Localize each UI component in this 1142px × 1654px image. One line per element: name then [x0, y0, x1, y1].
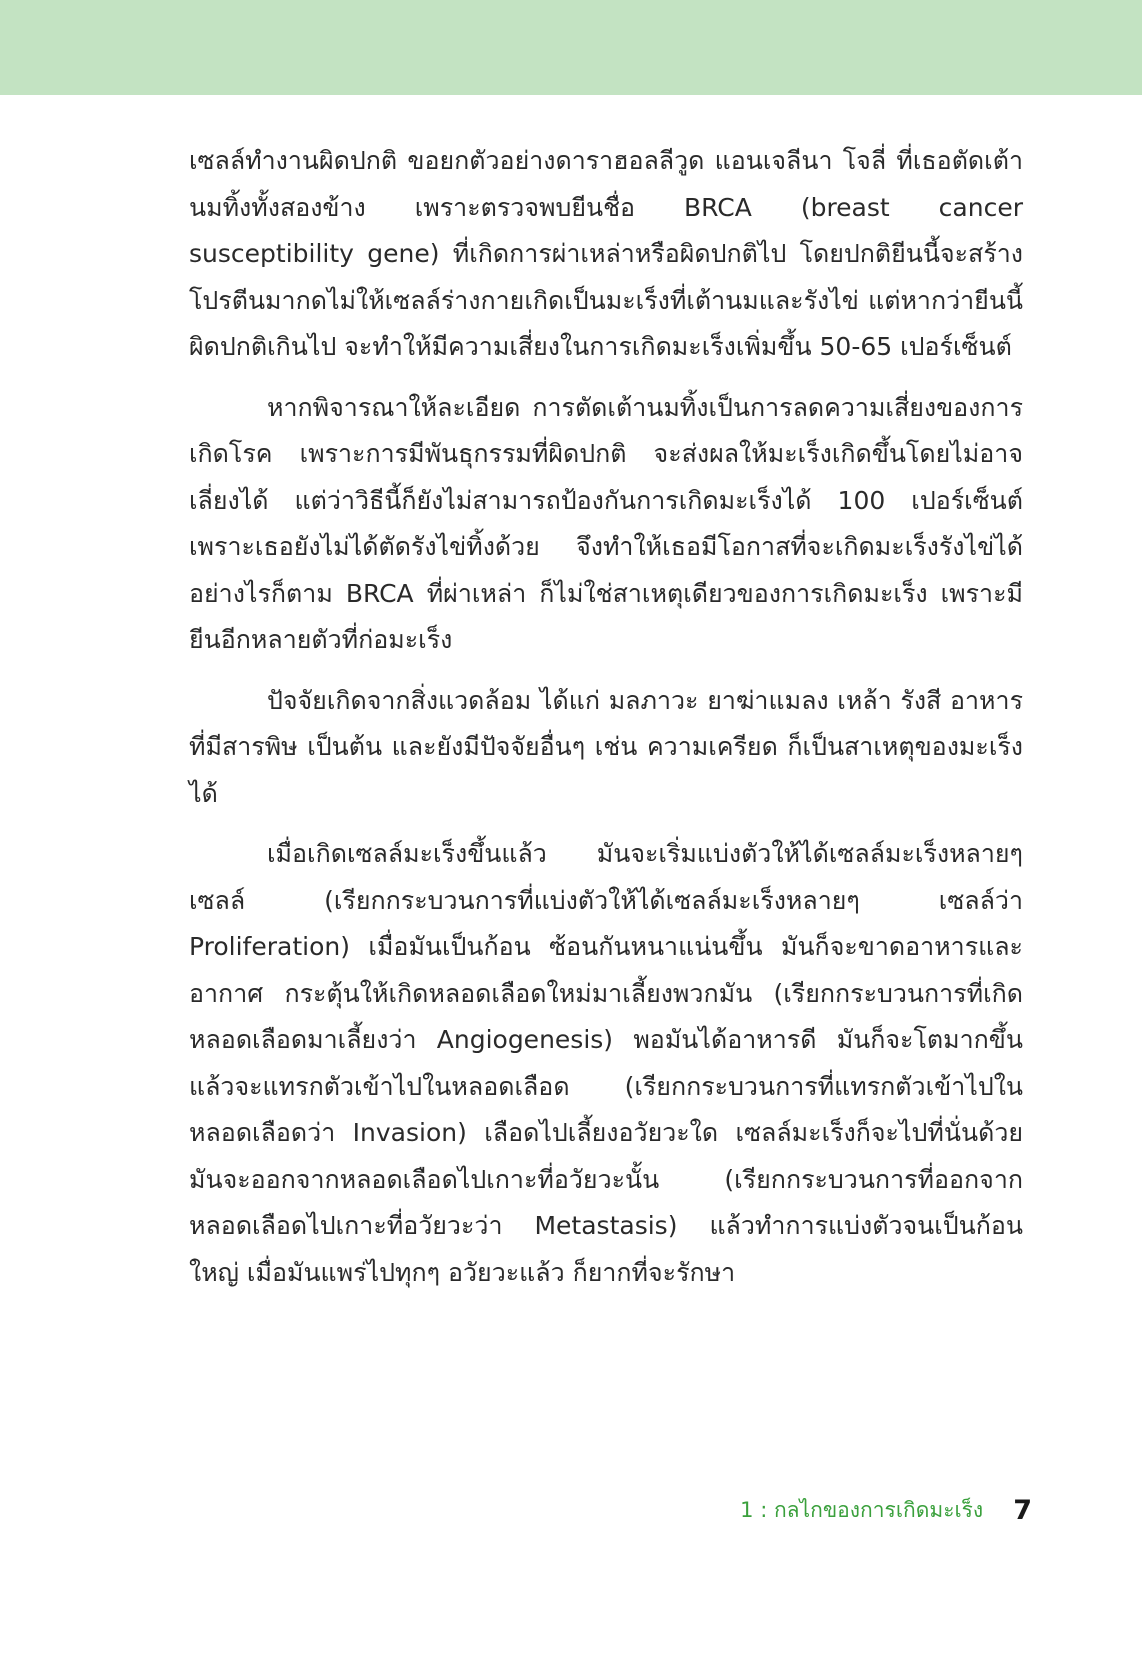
page-footer	[700, 1490, 1032, 1530]
chapter-label: 1 : กลไกของการเกิดมะเร็ง	[740, 1497, 984, 1522]
paragraph-4: เมื่อเกิดเซลล์มะเร็งขึ้นแล้ว มันจะเริ่มแบ่งตัวให้ได้เซลล์มะเร็งหลายๆ เซลล์ (เรียกกระบวนการที่แบ่งตัวให้ได้เซลล์มะเร็งหลายๆ เซลล์ว่า Proliferation) เมื่อมันเป็นก้อน ซ้อนกันหนาแน่นขึ้น มันก็จะขาดอาหารและอากาศ กระตุ้นให้เกิดหลอดเลือดใหม่มาเลี้ยงพวกมัน (เรียกกระบวนการที่เกิดหลอดเลือดมาเลี้ยงว่า Angiogenesis) พอมันได้อาหารดี มันก็จะโตมากขึ้น แล้วจะแทรกตัวเข้าไปในหลอดเลือด (เรียกกระบวนการที่แทรกตัวเข้าไปในหลอดเลือดว่า Invasion) เลือดไปเลี้ยงอวัยวะใด เซลล์มะเร็งก็จะไปที่นั่นด้วย มันจะออกจากหลอดเลือดไปเกาะที่อวัยวะนั้น (เรียกกระบวนการที่ออกจากหลอดเลือดไปเกาะที่อวัยวะว่า Metastasis) แล้วทำการแบ่งตัวจนเป็นก้อนใหญ่ เมื่อมันแพร่ไปทุกๆ อวัยวะแล้ว ก็ยากที่จะรักษา	[189, 839, 1023, 1287]
header-band	[0, 0, 1142, 95]
body-text	[189, 138, 1023, 1310]
paragraph-1: เซลล์ทำงานผิดปกติ ขอยกตัวอย่างดาราฮอลลีวูด แอนเจลีนา โจลี่ ที่เธอตัดเต้านมทิ้งทั้งสองข้าง เพราะตรวจพบยีนชื่อ BRCA (breast cancer susceptibility gene) ที่เกิดการผ่าเหล่าหรือผิดปกติไป โดยปกติยีนนี้จะสร้างโปรตีนมากดไม่ให้เซลล์ร่างกายเกิดเป็นมะเร็งที่เต้านมและรังไข่ แต่หากว่ายีนนี้ผิดปกติเกินไป จะทำให้มีความเสี่ยงในการเกิดมะเร็งเพิ่มขึ้น 50-65 เปอร์เซ็นต์	[189, 146, 1023, 361]
paragraph-2: หากพิจารณาให้ละเอียด การตัดเต้านมทิ้งเป็นการลดความเสี่ยงของการเกิดโรค เพราะการมีพันธุกรรมที่ผิดปกติ จะส่งผลให้มะเร็งเกิดขึ้นโดยไม่อาจเลี่ยงได้ แต่ว่าวิธีนี้ก็ยังไม่สามารถป้องกันการเกิดมะเร็งได้ 100 เปอร์เซ็นต์ เพราะเธอยังไม่ได้ตัดรังไข่ทิ้งด้วย จึงทำให้เธอมีโอกาสที่จะเกิดมะเร็งรังไข่ได้ อย่างไรก็ตาม BRCA ที่ผ่าเหล่า ก็ไม่ใช่สาเหตุเดียวของการเกิดมะเร็ง เพราะมียีนอีกหลายตัวที่ก่อมะเร็ง	[189, 392, 1023, 654]
paragraph-3: ปัจจัยเกิดจากสิ่งแวดล้อม ได้แก่ มลภาวะ ยาฆ่าแมลง เหล้า รังสี อาหารที่มีสารพิษ เป็นต้น และยังมีปัจจัยอื่นๆ เช่น ความเครียด ก็เป็นสาเหตุของมะเร็งได้	[189, 685, 1023, 808]
page-number: 7	[1013, 1494, 1032, 1526]
